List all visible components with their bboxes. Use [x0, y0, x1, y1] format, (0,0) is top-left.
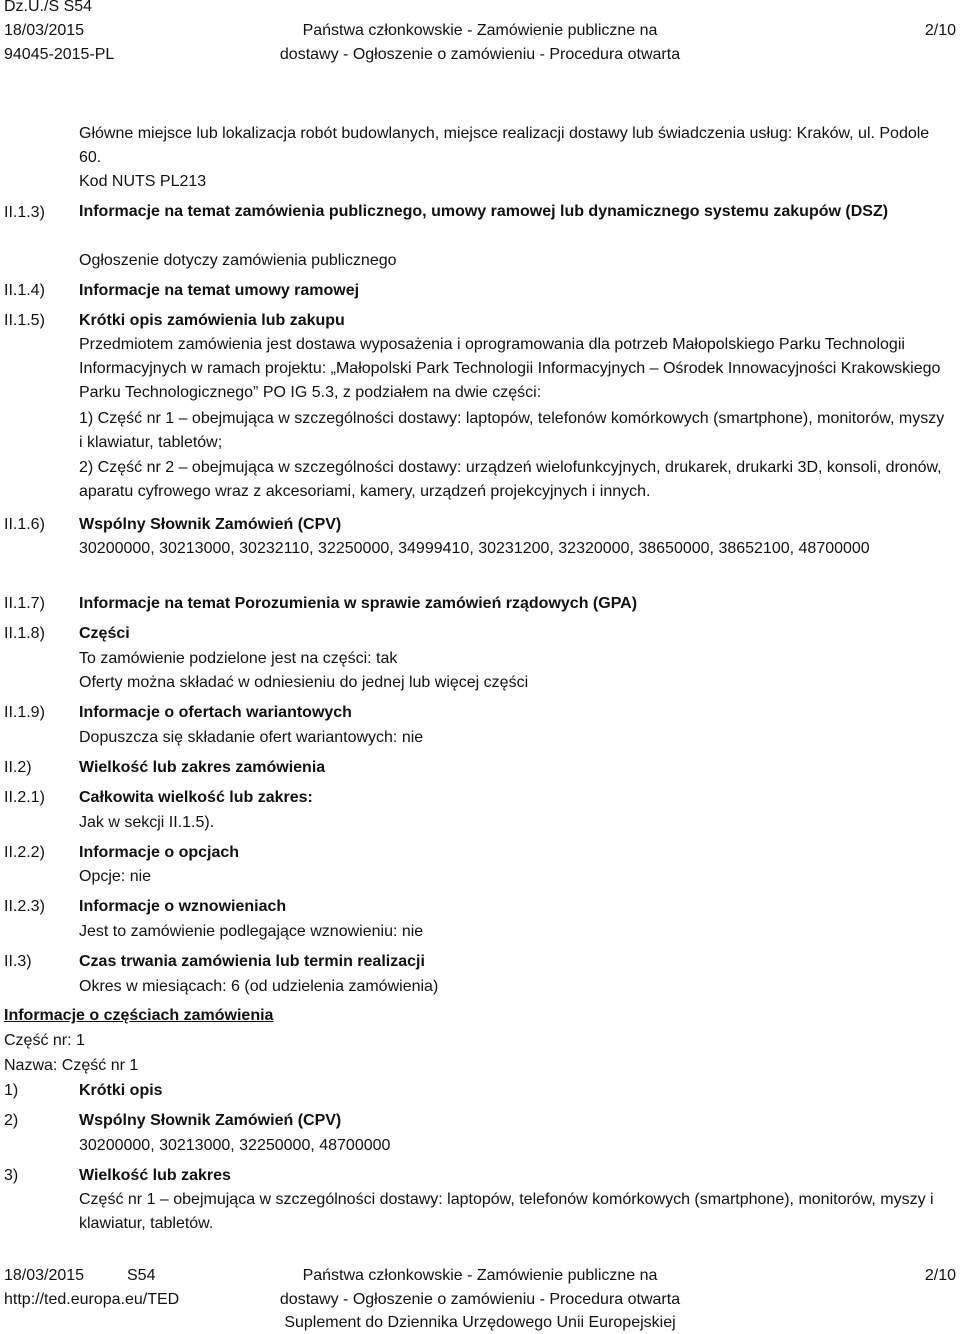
lot-item-heading: Wspólny Słownik Zamówień (CPV) [79, 1112, 342, 1129]
section-number: II.1.9) [4, 704, 45, 721]
section-text: 2) Część nr 2 – obejmująca w szczególności dostawy: urządzeń wielofunkcyjnych, drukarek, drukarki 3D, konsoli, dronów, aparatu cyfrowego wraz z akcesoriami, kamery, urządzeń projekcyjnych i innych. [79, 459, 942, 500]
footer-title-line1: Państwa członkowskie - Zamówienie publiczne na [302, 1267, 658, 1284]
section-number: II.2.3) [4, 898, 45, 915]
section-number: II.1.3) [4, 204, 45, 221]
footer-url[interactable]: http://ted.europa.eu/TED [4, 1291, 180, 1308]
footer-title-line2: dostawy - Ogłoszenie o zamówieniu - Procedura otwarta [279, 1291, 681, 1308]
section-number: II.2.2) [4, 844, 45, 861]
section-text: Okres w miesiącach: 6 (od udzielenia zamówienia) [79, 978, 439, 995]
section-number: II.1.7) [4, 595, 45, 612]
section-text: Jest to zamówienie podlegające wznowieniu: nie [79, 923, 424, 940]
section-text: Jak w sekcji II.1.5). [79, 814, 215, 831]
section-number: II.2.1) [4, 789, 45, 806]
footer-date: 18/03/2015 [4, 1267, 85, 1284]
section-heading: Informacje o opcjach [79, 844, 240, 861]
notice-number: 94045-2015-PL [4, 46, 115, 63]
lot-item-number: 1) [4, 1082, 19, 1099]
lot-item-number: 3) [4, 1167, 19, 1184]
header-title-line2: dostawy - Ogłoszenie o zamówieniu - Procedura otwarta [279, 46, 681, 63]
lot-item-heading: Wielkość lub zakres [79, 1167, 231, 1184]
section-text: Oferty można składać w odniesieniu do jednej lub więcej części [79, 674, 529, 691]
section-heading: Informacje na temat zamówienia publicznego, umowy ramowej lub dynamicznego systemu zakupów (DSZ) [79, 203, 889, 220]
section-heading: Wielkość lub zakres zamówienia [79, 759, 326, 776]
header-title-line1: Państwa członkowskie - Zamówienie publiczne na [302, 22, 658, 39]
section-text: Ogłoszenie dotyczy zamówienia publicznego [79, 252, 397, 269]
lot-number: Część nr: 1 [4, 1032, 85, 1049]
footer-series: S54 [127, 1267, 156, 1284]
section-text: To zamówienie podzielone jest na części: tak [79, 650, 398, 667]
lot-item-text: Część nr 1 – obejmująca w szczególności dostawy: laptopów, telefonów komórkowych (smartphone), monitorów, myszy i klawiatur, tabletów. [79, 1191, 934, 1232]
location-text: Główne miejsce lub lokalizacja robót budowlanych, miejsce realizacji dostawy lub świadczenia usług: Kraków, ul. Podole 60. [79, 125, 930, 166]
lot-item-number: 2) [4, 1112, 19, 1129]
section-heading: Informacje o ofertach wariantowych [79, 704, 352, 721]
journal-ref: Dz.U./S S54 [4, 0, 93, 15]
section-text: 1) Część nr 1 – obejmująca w szczególności dostawy: laptopów, telefonów komórkowych (smartphone), monitorów, myszy i klawiatur, tabletów; [79, 410, 945, 451]
section-number: II.1.8) [4, 625, 45, 642]
section-number: II.1.6) [4, 516, 45, 533]
section-text: Dopuszcza się składanie ofert wariantowych: nie [79, 729, 424, 746]
lot-item-heading: Krótki opis [79, 1082, 163, 1099]
section-number: II.3) [4, 953, 32, 970]
header-page-number: 2/10 [924, 22, 956, 39]
section-heading: Krótki opis zamówienia lub zakupu [79, 312, 345, 329]
section-text: Przedmiotem zamówienia jest dostawa wyposażenia i oprogramowania dla potrzeb Małopolskiego Parku Technologii Informacyjnych w ramach projektu: „Małopolski Park Technologii Informacyjnych – Ośrodek Innowacyjności Krakowskiego Parku Technologicznego” PO IG 5.3, z podziałem na dwie części: [79, 336, 941, 401]
section-heading: Wspólny Słownik Zamówień (CPV) [79, 516, 342, 533]
lot-name: Nazwa: Część nr 1 [4, 1057, 139, 1074]
section-heading: Informacje o wznowieniach [79, 898, 287, 915]
section-number: II.2) [4, 759, 32, 776]
footer-title-line3: Suplement do Dziennika Urzędowego Unii Europejskiej [284, 1314, 676, 1331]
section-number: II.1.5) [4, 312, 45, 329]
lot-cpv-codes: 30200000, 30213000, 32250000, 48700000 [79, 1137, 391, 1154]
section-heading: Informacje na temat umowy ramowej [79, 282, 360, 299]
section-heading: Czas trwania zamówienia lub termin realizacji [79, 953, 425, 970]
section-heading: Informacje na temat Porozumienia w sprawie zamówień rządowych (GPA) [79, 595, 638, 612]
lots-heading: Informacje o częściach zamówienia [4, 1007, 274, 1024]
footer-page-number: 2/10 [924, 1267, 956, 1284]
section-heading: Całkowita wielkość lub zakres: [79, 789, 313, 806]
nuts-code: Kod NUTS PL213 [79, 173, 207, 190]
cpv-codes: 30200000, 30213000, 30232110, 32250000, 34999410, 30231200, 32320000, 38650000, 38652100, 48700000 [79, 540, 870, 557]
section-number: II.1.4) [4, 282, 45, 299]
header-date: 18/03/2015 [4, 22, 85, 39]
section-text: Opcje: nie [79, 868, 152, 885]
section-heading: Części [79, 625, 130, 642]
